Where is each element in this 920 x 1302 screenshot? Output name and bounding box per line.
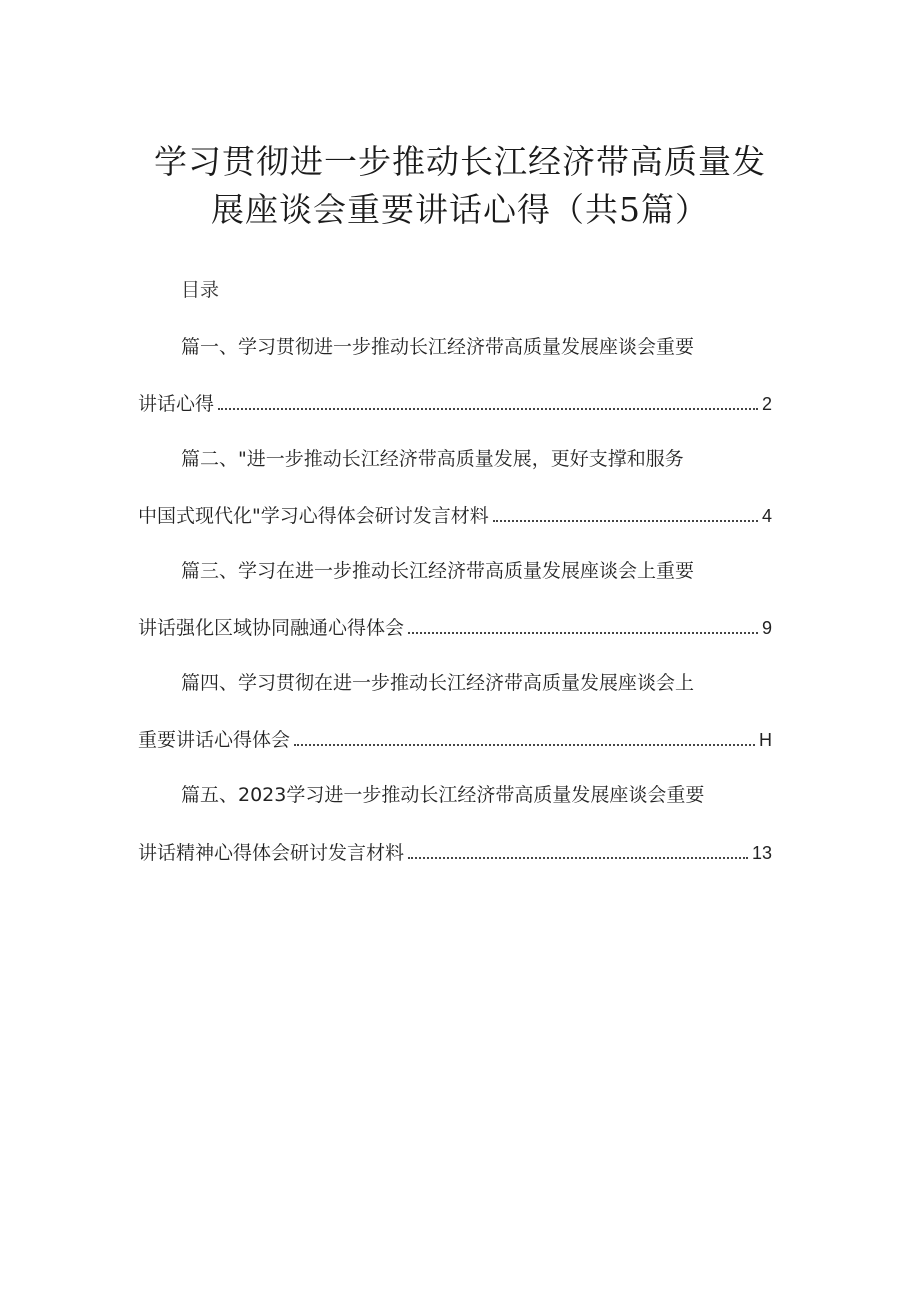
toc-entry-2-page-number: 4 — [761, 506, 772, 526]
toc-entry-3-page-number: 9 — [761, 618, 772, 638]
toc-entry-5-text: 讲话精神心得体会研讨发言材料 — [138, 842, 405, 864]
toc-entry-1-continuation[interactable] — [138, 389, 772, 416]
document-title-line-2: 展座谈会重要讲话心得（共5篇） — [211, 190, 709, 229]
toc-leader-dots — [294, 743, 755, 746]
toc-entry-4-title[interactable]: 篇四、学习贯彻在进一步推动长江经济带高质量发展座谈会上 — [181, 672, 695, 694]
toc-entry-4-text: 重要讲话心得体会 — [138, 729, 291, 751]
toc-entry-2-title[interactable]: 篇二、"进一步推动长江经济带高质量发展，更好支撑和服务 — [181, 448, 684, 470]
toc-entry-5-page-number: 13 — [751, 843, 772, 863]
toc-heading: 目录 — [181, 279, 220, 301]
toc-entry-1-title[interactable]: 篇一、学习贯彻进一步推动长江经济带高质量发展座谈会重要 — [181, 336, 695, 358]
toc-leader-dots — [408, 631, 758, 634]
toc-entry-3-text: 讲话强化区域协同融通心得体会 — [138, 617, 405, 639]
toc-entry-4-continuation[interactable] — [138, 725, 772, 752]
document-title-line-1: 学习贯彻进一步推动长江经济带高质量发 — [154, 142, 766, 181]
toc-leader-dots — [493, 519, 758, 522]
toc-entry-2-text: 中国式现代化"学习心得体会研讨发言材料 — [138, 505, 489, 527]
toc-entry-2-continuation[interactable] — [138, 501, 772, 528]
toc-entry-1-page-number: 2 — [761, 394, 772, 414]
toc-entry-5-title[interactable]: 篇五、2023学习进一步推动长江经济带高质量发展座谈会重要 — [181, 784, 705, 806]
toc-entry-1-text: 讲话心得 — [138, 393, 215, 415]
toc-entry-5-continuation[interactable] — [138, 838, 772, 865]
toc-entry-3-title[interactable]: 篇三、学习在进一步推动长江经济带高质量发展座谈会上重要 — [181, 560, 695, 582]
toc-entry-4-page-number: H — [759, 730, 772, 750]
toc-leader-dots — [218, 407, 758, 410]
toc-leader-dots — [408, 856, 748, 859]
toc-entry-3-continuation[interactable] — [138, 613, 772, 640]
